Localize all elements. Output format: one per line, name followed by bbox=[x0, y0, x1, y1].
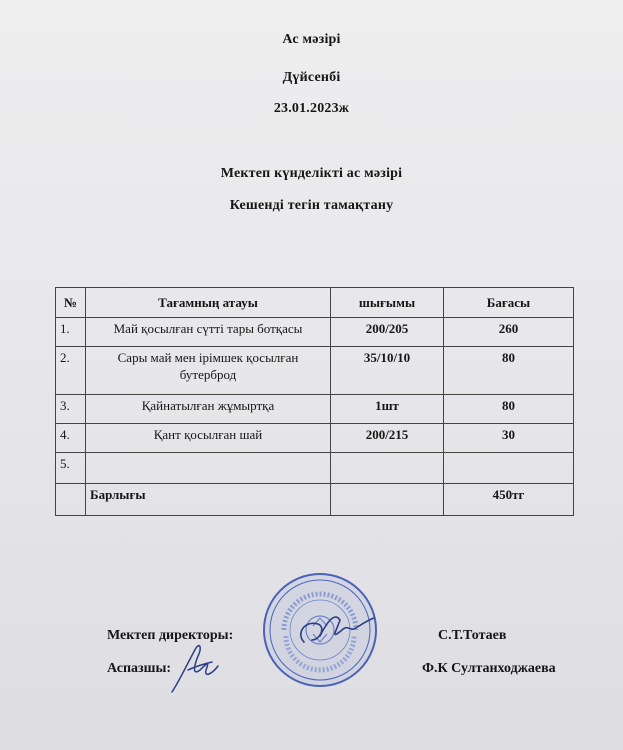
cook-signature-icon bbox=[166, 640, 228, 696]
dish-name: Қайнатылған жұмыртқа bbox=[86, 395, 331, 424]
dish-yield bbox=[331, 453, 444, 484]
total-label: Барлығы bbox=[86, 484, 331, 516]
meal-type: Кешенді тегін тамақтану bbox=[229, 198, 394, 213]
column-header-yield: шығымы bbox=[331, 288, 444, 318]
total-yield-empty bbox=[331, 484, 444, 516]
dish-yield: 200/205 bbox=[331, 318, 444, 347]
menu-title: Ас мәзірі bbox=[282, 32, 341, 47]
row-number: 5. bbox=[56, 453, 86, 484]
table-header-row bbox=[56, 288, 574, 318]
column-header-number: № bbox=[56, 288, 86, 318]
dish-price: 260 bbox=[444, 318, 574, 347]
menu-subtitle: Мектеп күнделікті ас мәзірі bbox=[220, 166, 403, 181]
row-number: 2. bbox=[56, 347, 86, 395]
dish-yield: 35/10/10 bbox=[331, 347, 444, 395]
table-row bbox=[56, 347, 574, 395]
dish-price: 80 bbox=[444, 395, 574, 424]
dish-price: 80 bbox=[444, 347, 574, 395]
menu-table bbox=[55, 287, 574, 516]
row-number: 1. bbox=[56, 318, 86, 347]
row-number: 3. bbox=[56, 395, 86, 424]
day-of-week: Дүйсенбі bbox=[282, 70, 341, 85]
dish-name: Сары май мен ірімшек қосылған бутерброд bbox=[86, 347, 331, 395]
total-value: 450тг bbox=[444, 484, 574, 516]
dish-yield: 200/215 bbox=[331, 424, 444, 453]
table-row bbox=[56, 395, 574, 424]
cook-label: Аспазшы: bbox=[107, 661, 172, 676]
table-row bbox=[56, 318, 574, 347]
column-header-price: Бағасы bbox=[444, 288, 574, 318]
dish-price bbox=[444, 453, 574, 484]
date: 23.01.2023ж bbox=[273, 101, 350, 116]
dish-yield: 1шт bbox=[331, 395, 444, 424]
director-label: Мектеп директоры: bbox=[107, 628, 234, 643]
dish-name bbox=[86, 453, 331, 484]
total-empty-cell bbox=[56, 484, 86, 516]
director-signature-icon bbox=[290, 606, 380, 652]
director-name: С.Т.Тотаев bbox=[438, 628, 507, 643]
cook-name: Ф.К Султанходжаева bbox=[422, 661, 556, 676]
table-row bbox=[56, 424, 574, 453]
dish-price: 30 bbox=[444, 424, 574, 453]
dish-name: Қант қосылған шай bbox=[86, 424, 331, 453]
dish-name: Май қосылған сүтті тары ботқасы bbox=[86, 318, 331, 347]
column-header-dish-name: Тағамның атауы bbox=[86, 288, 331, 318]
table-row bbox=[56, 453, 574, 484]
total-row bbox=[56, 484, 574, 516]
row-number: 4. bbox=[56, 424, 86, 453]
